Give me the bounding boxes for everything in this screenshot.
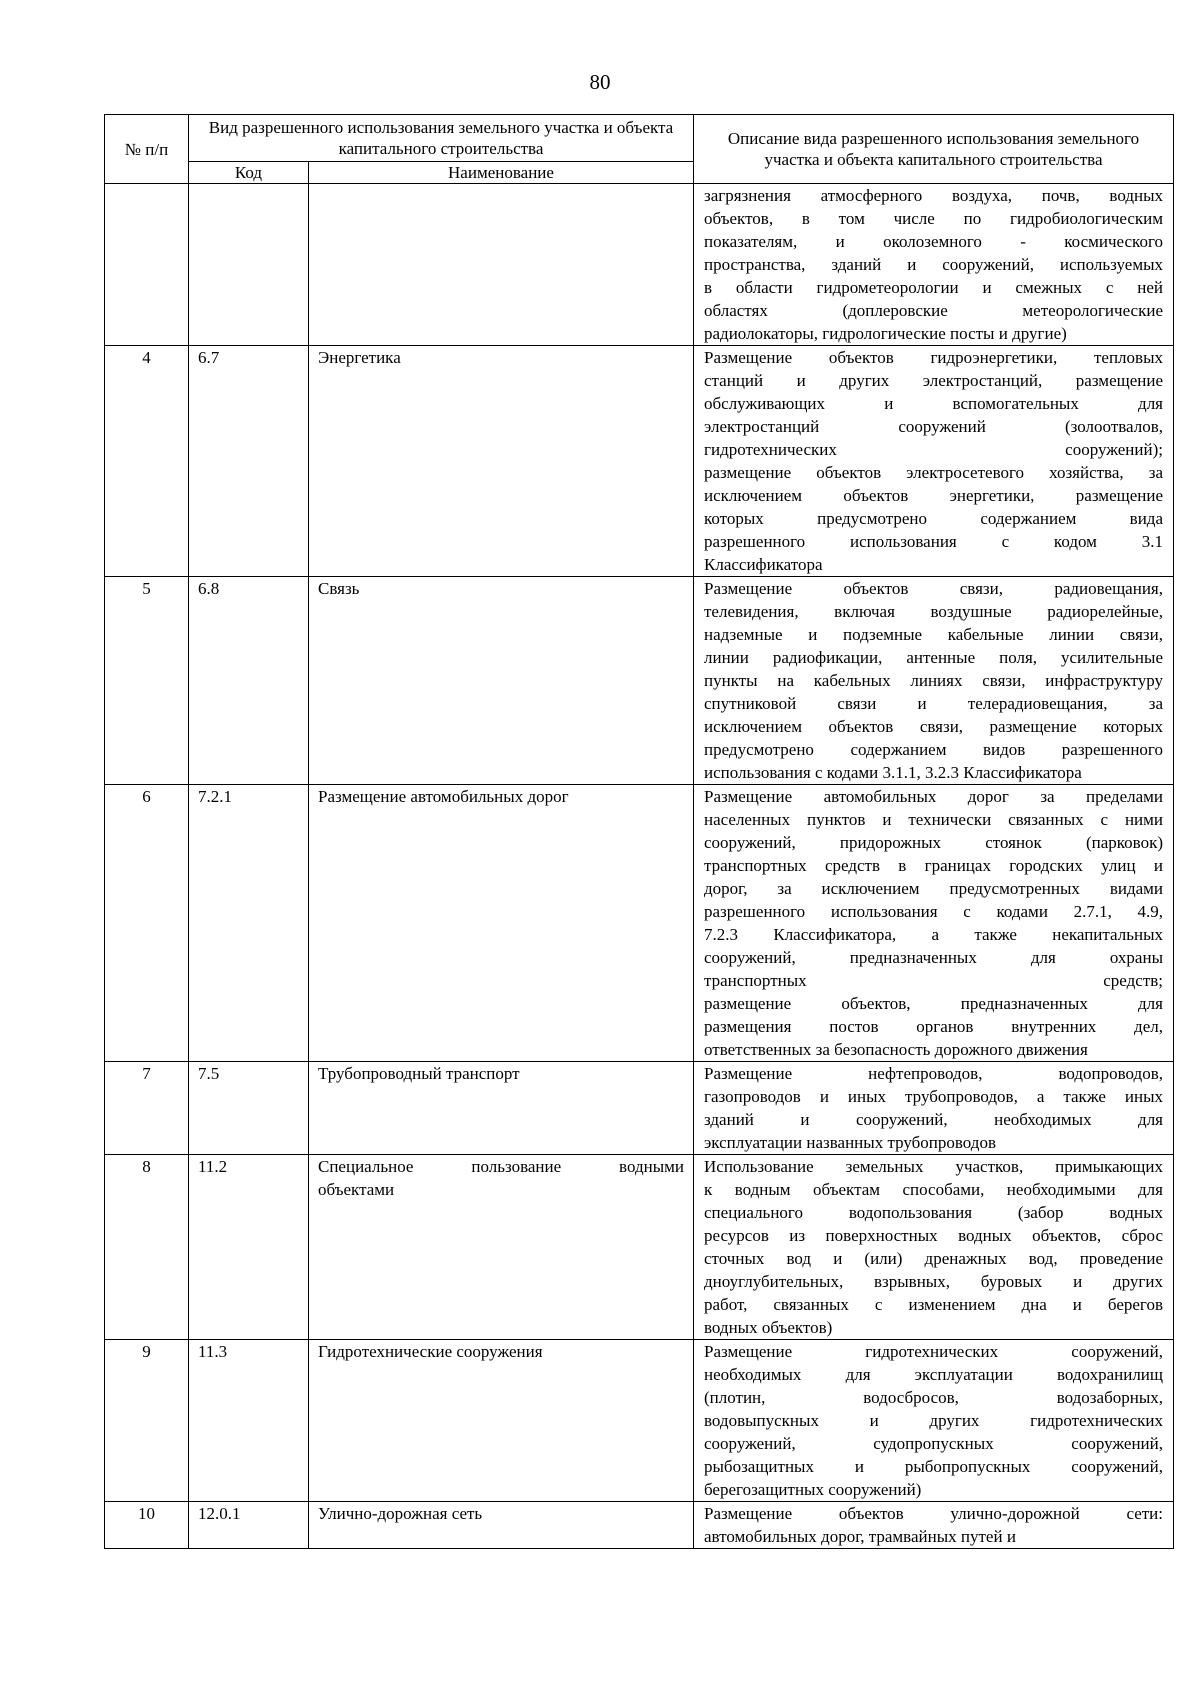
description-line: исключением объектов связи, размещение которых: [704, 717, 1163, 736]
description-line: 7.2.3 Классификатора, а также некапитальных: [704, 925, 1163, 944]
description-line: загрязнения атмосферного воздуха, почв, водных: [704, 186, 1163, 205]
name-line: Специальное пользование водными: [318, 1157, 684, 1176]
description-line: водовыпускных и других гидротехнических: [704, 1411, 1163, 1430]
description-line: исключением объектов энергетики, размещение: [704, 486, 1163, 505]
name-line: Улично-дорожная сеть: [318, 1504, 483, 1523]
name-line: Трубопроводный транспорт: [318, 1064, 520, 1083]
description-line: Размещение автомобильных дорог за пределами: [704, 787, 1163, 806]
cell-num: [105, 184, 189, 346]
cell-code: 11.2: [189, 1155, 309, 1340]
description-line: Классификатора: [704, 555, 823, 574]
description-line: (плотин, водосбросов, водозаборных,: [704, 1388, 1163, 1407]
description-line: размещение объектов, предназначенных для: [704, 994, 1163, 1013]
description-line: Размещение нефтепроводов, водопроводов,: [704, 1064, 1163, 1083]
description-line: объектов, в том числе по гидробиологическим: [704, 209, 1163, 228]
cell-code: 7.5: [189, 1062, 309, 1155]
land-use-table: [104, 114, 1174, 1549]
cell-name: [309, 1502, 694, 1549]
description-line: транспортных средств в границах городских улиц и: [704, 856, 1163, 875]
description-line: телевидения, включая воздушные радиорелейные,: [704, 602, 1163, 621]
name-line: объектами: [318, 1180, 395, 1199]
description-line: обслуживающих и вспомогательных для: [704, 394, 1163, 413]
cell-code: 7.2.1: [189, 785, 309, 1062]
cell-name: [309, 785, 694, 1062]
header-kind: Вид разрешенного использования земельного участка и объекта капитального строительства: [189, 115, 694, 162]
cell-name: [309, 346, 694, 577]
description-line: транспортных средств;: [704, 971, 1163, 990]
description-line: Размещение объектов улично-дорожной сети:: [704, 1504, 1163, 1523]
description-line: Использование земельных участков, примыкающих: [704, 1157, 1163, 1176]
description-line: областях (доплеровские метеорологические: [704, 301, 1163, 320]
description-line: пространства, зданий и сооружений, используемых: [704, 255, 1163, 274]
name-line: Гидротехнические сооружения: [318, 1342, 543, 1361]
description-line: дорог, за исключением предусмотренных видами: [704, 879, 1163, 898]
header-num: № п/п: [105, 115, 189, 184]
cell-description: [694, 1340, 1174, 1502]
cell-num: 7: [105, 1062, 189, 1155]
description-line: предусмотрено содержанием видов разрешенного: [704, 740, 1163, 759]
cell-description: [694, 1502, 1174, 1549]
cell-description: [694, 346, 1174, 577]
description-line: Размещение гидротехнических сооружений,: [704, 1342, 1163, 1361]
name-line: Размещение автомобильных дорог: [318, 787, 569, 806]
table-row: [105, 1155, 1174, 1340]
description-line: газопроводов и иных трубопроводов, а также иных: [704, 1087, 1163, 1106]
description-line: электростанций сооружений (золоотвалов,: [704, 417, 1163, 436]
header-code: Код: [189, 162, 309, 184]
description-line: использования с кодами 3.1.1, 3.2.3 Классификатора: [704, 763, 1082, 782]
description-line: рыбозащитных и рыбопропускных сооружений,: [704, 1457, 1163, 1476]
cell-description: [694, 184, 1174, 346]
cell-code: 6.7: [189, 346, 309, 577]
cell-num: 8: [105, 1155, 189, 1340]
description-line: берегозащитных сооружений): [704, 1480, 922, 1499]
table-row: [105, 785, 1174, 1062]
table-header: [105, 115, 1174, 184]
table-row: [105, 184, 1174, 346]
description-line: Размещение объектов связи, радиовещания,: [704, 579, 1163, 598]
description-line: пункты на кабельных линиях связи, инфраструктуру: [704, 671, 1163, 690]
header-name: Наименование: [309, 162, 694, 184]
cell-name: [309, 184, 694, 346]
description-line: Размещение объектов гидроэнергетики, тепловых: [704, 348, 1163, 367]
table-body: [105, 184, 1174, 1549]
description-line: которых предусмотрено содержанием вида: [704, 509, 1163, 528]
description-line: сооружений, судопропускных сооружений,: [704, 1434, 1163, 1453]
table-row: [105, 1340, 1174, 1502]
table-row: [105, 1062, 1174, 1155]
description-line: надземные и подземные кабельные линии связи,: [704, 625, 1163, 644]
table-row: [105, 346, 1174, 577]
cell-code: 12.0.1: [189, 1502, 309, 1549]
cell-code: [189, 184, 309, 346]
description-line: эксплуатации названных трубопроводов: [704, 1133, 996, 1152]
description-line: специального водопользования (забор водных: [704, 1203, 1163, 1222]
cell-num: 10: [105, 1502, 189, 1549]
description-line: водных объектов): [704, 1318, 833, 1337]
description-line: в области гидрометеорологии и смежных с ней: [704, 278, 1163, 297]
description-line: размещение объектов электросетевого хозяйства, за: [704, 463, 1163, 482]
description-line: спутниковой связи и телерадиовещания, за: [704, 694, 1163, 713]
cell-name: [309, 1155, 694, 1340]
cell-num: 4: [105, 346, 189, 577]
cell-num: 6: [105, 785, 189, 1062]
name-line: Связь: [318, 579, 360, 598]
description-line: к водным объектам способами, необходимыми для: [704, 1180, 1163, 1199]
cell-name: [309, 577, 694, 785]
description-line: работ, связанных с изменением дна и берегов: [704, 1295, 1163, 1314]
cell-description: [694, 1062, 1174, 1155]
description-line: населенных пунктов и технически связанных с ними: [704, 810, 1163, 829]
description-line: сооружений, предназначенных для охраны: [704, 948, 1163, 967]
table-row: [105, 577, 1174, 785]
description-line: ресурсов из поверхностных водных объектов, сброс: [704, 1226, 1163, 1245]
cell-description: [694, 1155, 1174, 1340]
description-line: разрешенного использования с кодом 3.1: [704, 532, 1163, 551]
description-line: дноуглубительных, взрывных, буровых и других: [704, 1272, 1163, 1291]
description-line: радиолокаторы, гидрологические посты и другие): [704, 324, 1067, 343]
description-line: сооружений, придорожных стоянок (парковок): [704, 833, 1163, 852]
description-line: показателям, и околоземного - космического: [704, 232, 1163, 251]
description-line: гидротехнических сооружений);: [704, 440, 1163, 459]
description-line: размещения постов органов внутренних дел,: [704, 1017, 1163, 1036]
cell-name: [309, 1340, 694, 1502]
description-line: сточных вод и (или) дренажных вод, проведение: [704, 1249, 1163, 1268]
cell-num: 9: [105, 1340, 189, 1502]
description-line: автомобильных дорог, трамвайных путей и: [704, 1527, 1016, 1546]
cell-code: 6.8: [189, 577, 309, 785]
description-line: необходимых для эксплуатации водохранилищ: [704, 1365, 1163, 1384]
cell-name: [309, 1062, 694, 1155]
description-line: линии радиофикации, антенные поля, усилительные: [704, 648, 1163, 667]
description-line: зданий и сооружений, необходимых для: [704, 1110, 1163, 1129]
description-line: ответственных за безопасность дорожного движения: [704, 1040, 1088, 1059]
cell-code: 11.3: [189, 1340, 309, 1502]
cell-description: [694, 785, 1174, 1062]
description-line: разрешенного использования с кодами 2.7.1, 4.9,: [704, 902, 1163, 921]
name-line: Энергетика: [318, 348, 401, 367]
table-row: [105, 1502, 1174, 1549]
header-desc: Описание вида разрешенного использования земельного участка и объекта капитального строительства: [694, 115, 1174, 184]
description-line: станций и других электростанций, размещение: [704, 371, 1163, 390]
cell-num: 5: [105, 577, 189, 785]
cell-description: [694, 577, 1174, 785]
page-number: 80: [589, 70, 611, 94]
